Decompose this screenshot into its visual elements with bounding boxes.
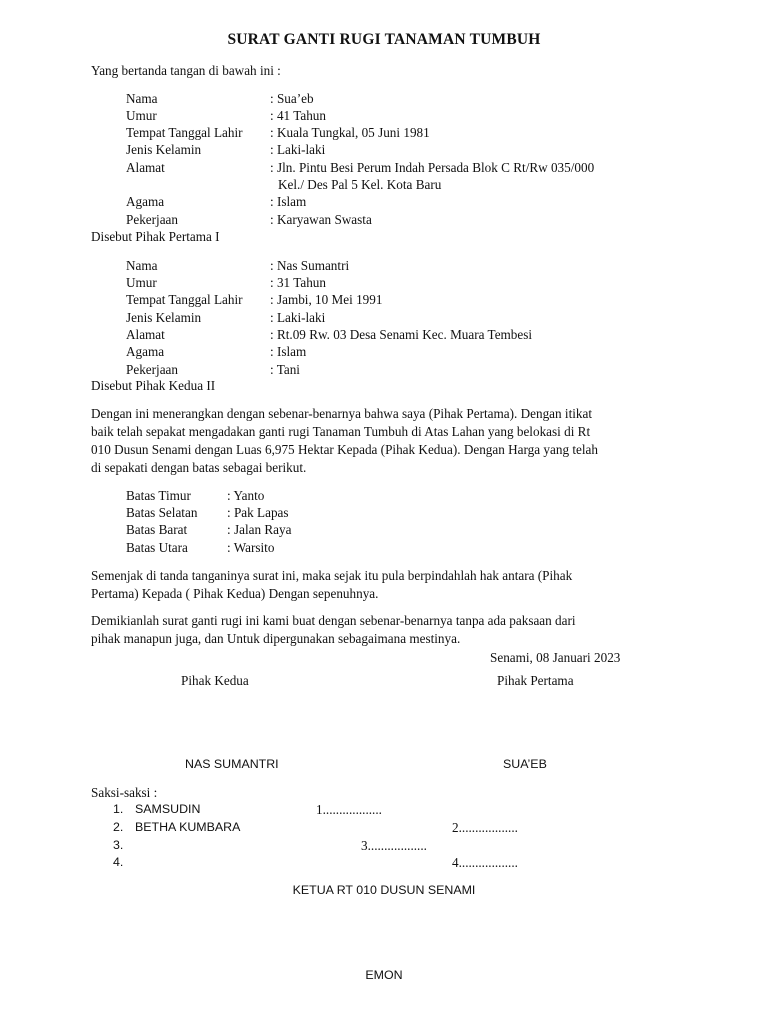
border-east-label: Batas Timur bbox=[126, 488, 191, 503]
party1-religion-value: : Islam bbox=[270, 194, 307, 209]
party1-age-label: Umur bbox=[126, 108, 157, 123]
party2-occupation-label: Pekerjaan bbox=[126, 362, 178, 377]
witness-number: 3. bbox=[113, 838, 124, 852]
signature-left-role: Pihak Kedua bbox=[181, 673, 249, 688]
witness-sign-line: 4.................. bbox=[452, 855, 518, 870]
paragraph2-line: Pertama) Kepada ( Pihak Kedua) Dengan sepenuhnya. bbox=[91, 586, 379, 601]
letter-title: SURAT GANTI RUGI TANAMAN TUMBUH bbox=[227, 31, 541, 48]
witness-name: SAMSUDIN bbox=[135, 802, 201, 816]
party2-gender-label: Jenis Kelamin bbox=[126, 310, 202, 325]
border-west-label: Batas Barat bbox=[126, 522, 188, 537]
party1-birth-value: : Kuala Tungkal, 05 Juni 1981 bbox=[270, 125, 430, 140]
witness-heading: Saksi-saksi : bbox=[91, 785, 158, 800]
rt-head-name: EMON bbox=[365, 968, 403, 982]
party1-address-line2: Kel./ Des Pal 5 Kel. Kota Baru bbox=[278, 177, 442, 192]
border-north-label: Batas Utara bbox=[126, 540, 188, 555]
border-south-label: Batas Selatan bbox=[126, 505, 198, 520]
paragraph1-line: baik telah sepakat mengadakan ganti rugi Tanaman Tumbuh di Atas Lahan yang belokasi di Rt bbox=[91, 424, 591, 439]
party2-name-value: : Nas Sumantri bbox=[270, 258, 350, 273]
border-west-value: : Jalan Raya bbox=[227, 522, 292, 537]
party2-occupation-value: : Tani bbox=[270, 362, 300, 377]
paragraph1-line: di sepakati dengan batas sebagai berikut. bbox=[91, 460, 307, 475]
party1-name-value: : Sua’eb bbox=[270, 91, 314, 106]
witness-number: 4. bbox=[113, 855, 124, 869]
place-date: Senami, 08 Januari 2023 bbox=[490, 650, 621, 665]
witness-number: 1. bbox=[113, 802, 124, 816]
party2-birth-label: Tempat Tanggal Lahir bbox=[126, 292, 243, 307]
party1-gender-label: Jenis Kelamin bbox=[126, 142, 202, 157]
party2-birth-value: : Jambi, 10 Mei 1991 bbox=[270, 292, 383, 307]
party2-address-label: Alamat bbox=[126, 327, 165, 342]
party1-occupation-label: Pekerjaan bbox=[126, 212, 178, 227]
party2-address-value: : Rt.09 Rw. 03 Desa Senami Kec. Muara Tembesi bbox=[270, 327, 533, 342]
party2-name-label: Nama bbox=[126, 258, 158, 273]
party2-designation: Disebut Pihak Kedua II bbox=[91, 378, 216, 393]
paragraph1-line: Dengan ini menerangkan dengan sebenar-benarnya bahwa saya (Pihak Pertama). Dengan itikat bbox=[91, 406, 593, 421]
party1-address-label: Alamat bbox=[126, 160, 165, 175]
party2-religion-label: Agama bbox=[126, 344, 165, 359]
witness-sign-line: 3.................. bbox=[361, 838, 427, 853]
party1-birth-label: Tempat Tanggal Lahir bbox=[126, 125, 243, 140]
party1-name-label: Nama bbox=[126, 91, 158, 106]
signature-right-role: Pihak Pertama bbox=[497, 673, 574, 688]
rt-head-title: KETUA RT 010 DUSUN SENAMI bbox=[292, 883, 476, 897]
witness-sign-line: 1.................. bbox=[316, 802, 382, 817]
party1-occupation-value: : Karyawan Swasta bbox=[270, 212, 372, 227]
signature-right-name: SUA’EB bbox=[503, 757, 547, 771]
witness-number: 2. bbox=[113, 820, 124, 834]
border-south-value: : Pak Lapas bbox=[227, 505, 289, 520]
party1-gender-value: : Laki-laki bbox=[270, 142, 326, 157]
party1-age-value: : 41 Tahun bbox=[270, 108, 326, 123]
party2-gender-value: : Laki-laki bbox=[270, 310, 326, 325]
witness-sign-line: 2.................. bbox=[452, 820, 518, 835]
paragraph2-line: Semenjak di tanda tanganinya surat ini, maka sejak itu pula berpindahlah hak antara (Pihak bbox=[91, 568, 573, 583]
witness-name: BETHA KUMBARA bbox=[135, 820, 241, 834]
party1-designation: Disebut Pihak Pertama I bbox=[91, 229, 220, 244]
party2-age-label: Umur bbox=[126, 275, 157, 290]
paragraph3-line: Demikianlah surat ganti rugi ini kami buat dengan sebenar-benarnya tanpa ada paksaan dari bbox=[91, 613, 576, 628]
party2-religion-value: : Islam bbox=[270, 344, 307, 359]
intro-text: Yang bertanda tangan di bawah ini : bbox=[91, 63, 281, 78]
party1-address-value: : Jln. Pintu Besi Perum Indah Persada Blok C Rt/Rw 035/000 bbox=[270, 160, 595, 175]
paragraph3-line: pihak manapun juga, dan Untuk dipergunakan sebagaimana mestinya. bbox=[91, 631, 461, 646]
paragraph1-line: 010 Dusun Senami dengan Luas 6,975 Hektar Kepada (Pihak Kedua). Dengan Harga yang telah bbox=[91, 442, 598, 457]
border-east-value: : Yanto bbox=[227, 488, 265, 503]
party1-religion-label: Agama bbox=[126, 194, 165, 209]
border-north-value: : Warsito bbox=[227, 540, 275, 555]
party2-age-value: : 31 Tahun bbox=[270, 275, 326, 290]
signature-left-name: NAS SUMANTRI bbox=[185, 757, 279, 771]
